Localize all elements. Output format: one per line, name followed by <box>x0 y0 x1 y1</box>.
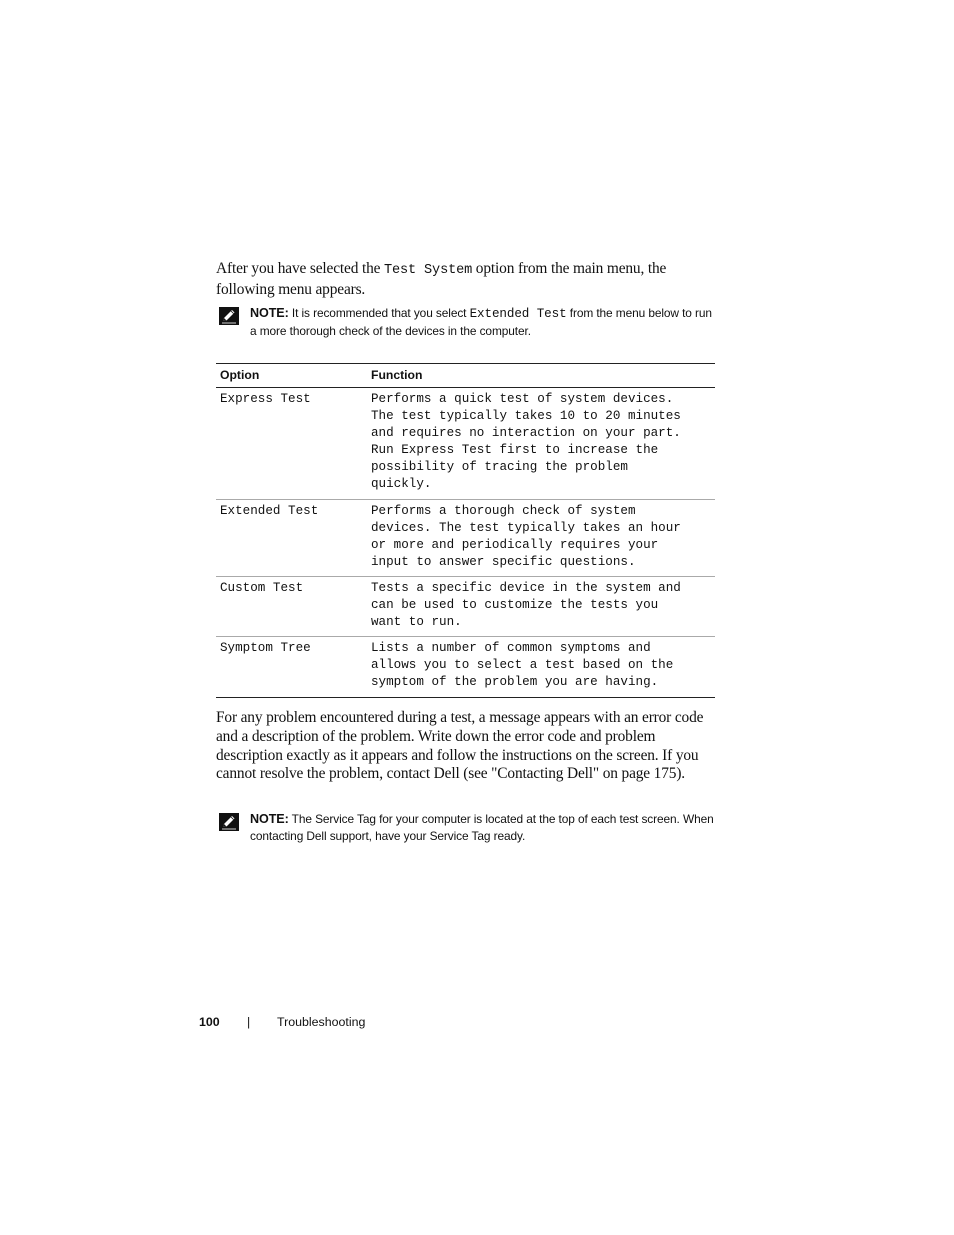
column-header-function: Function <box>367 364 715 388</box>
function-cell: Tests a specific device in the system and can be used to customize the tests you want to run. <box>367 576 715 636</box>
note-pencil-icon <box>219 307 239 325</box>
test-options-table <box>216 363 715 698</box>
note-service-tag <box>216 811 716 851</box>
table-row <box>216 637 715 697</box>
intro-code-test-system: Test System <box>384 263 473 278</box>
table-row <box>216 576 715 636</box>
footer-separator: | <box>247 1015 251 1029</box>
note-recommend-extended <box>216 305 716 345</box>
function-cell: Performs a thorough check of system devices. The test typically takes an hour or more and periodically requires your input to answer specific questions. <box>367 499 715 576</box>
intro-text-before: After you have selected the <box>216 260 385 277</box>
note-2-body: The Service Tag for your computer is located at the top of each test screen. When contacting Dell support, have your Service Tag ready. <box>250 812 714 844</box>
note-2-label: NOTE: <box>250 812 289 826</box>
intro-paragraph <box>216 260 716 300</box>
note-1-text <box>250 305 720 341</box>
option-cell: Custom Test <box>216 576 367 636</box>
note-1-before: It is recommended that you select <box>288 306 470 320</box>
option-cell: Express Test <box>216 388 367 500</box>
table-row <box>216 388 715 500</box>
page-number: 100 <box>199 1015 220 1029</box>
note-pencil-icon <box>219 813 239 831</box>
column-header-option: Option <box>216 364 367 388</box>
function-cell: Lists a number of common symptoms and allows you to select a test based on the symptom of the problem you are having. <box>367 637 715 697</box>
note-1-label: NOTE: <box>250 306 289 320</box>
intro-text-after: option from the main menu, the following menu appears. <box>216 260 667 298</box>
table-header-row <box>216 364 715 388</box>
function-cell: Performs a quick test of system devices. The test typically takes 10 to 20 minutes and requires no interaction on your part. Run Express Test first to increase the possibility of tracing the problem quickly. <box>367 388 715 500</box>
note-2-text <box>250 811 720 846</box>
option-cell: Extended Test <box>216 499 367 576</box>
section-title: Troubleshooting <box>277 1015 366 1029</box>
note-1-after: from the menu below to run a more thorough check of the devices in the computer. <box>250 306 712 339</box>
note-1-code: Extended Test <box>469 307 567 321</box>
option-cell: Symptom Tree <box>216 637 367 697</box>
error-instructions-paragraph: For any problem encountered during a test, a message appears with an error code and a description of the problem. Write down the error code and problem description exactly as it appears and follow the instructions on the screen. If you cannot resolve the problem, contact Dell (see "Contacting Dell" on page 175). <box>216 709 704 783</box>
table-row <box>216 499 715 576</box>
